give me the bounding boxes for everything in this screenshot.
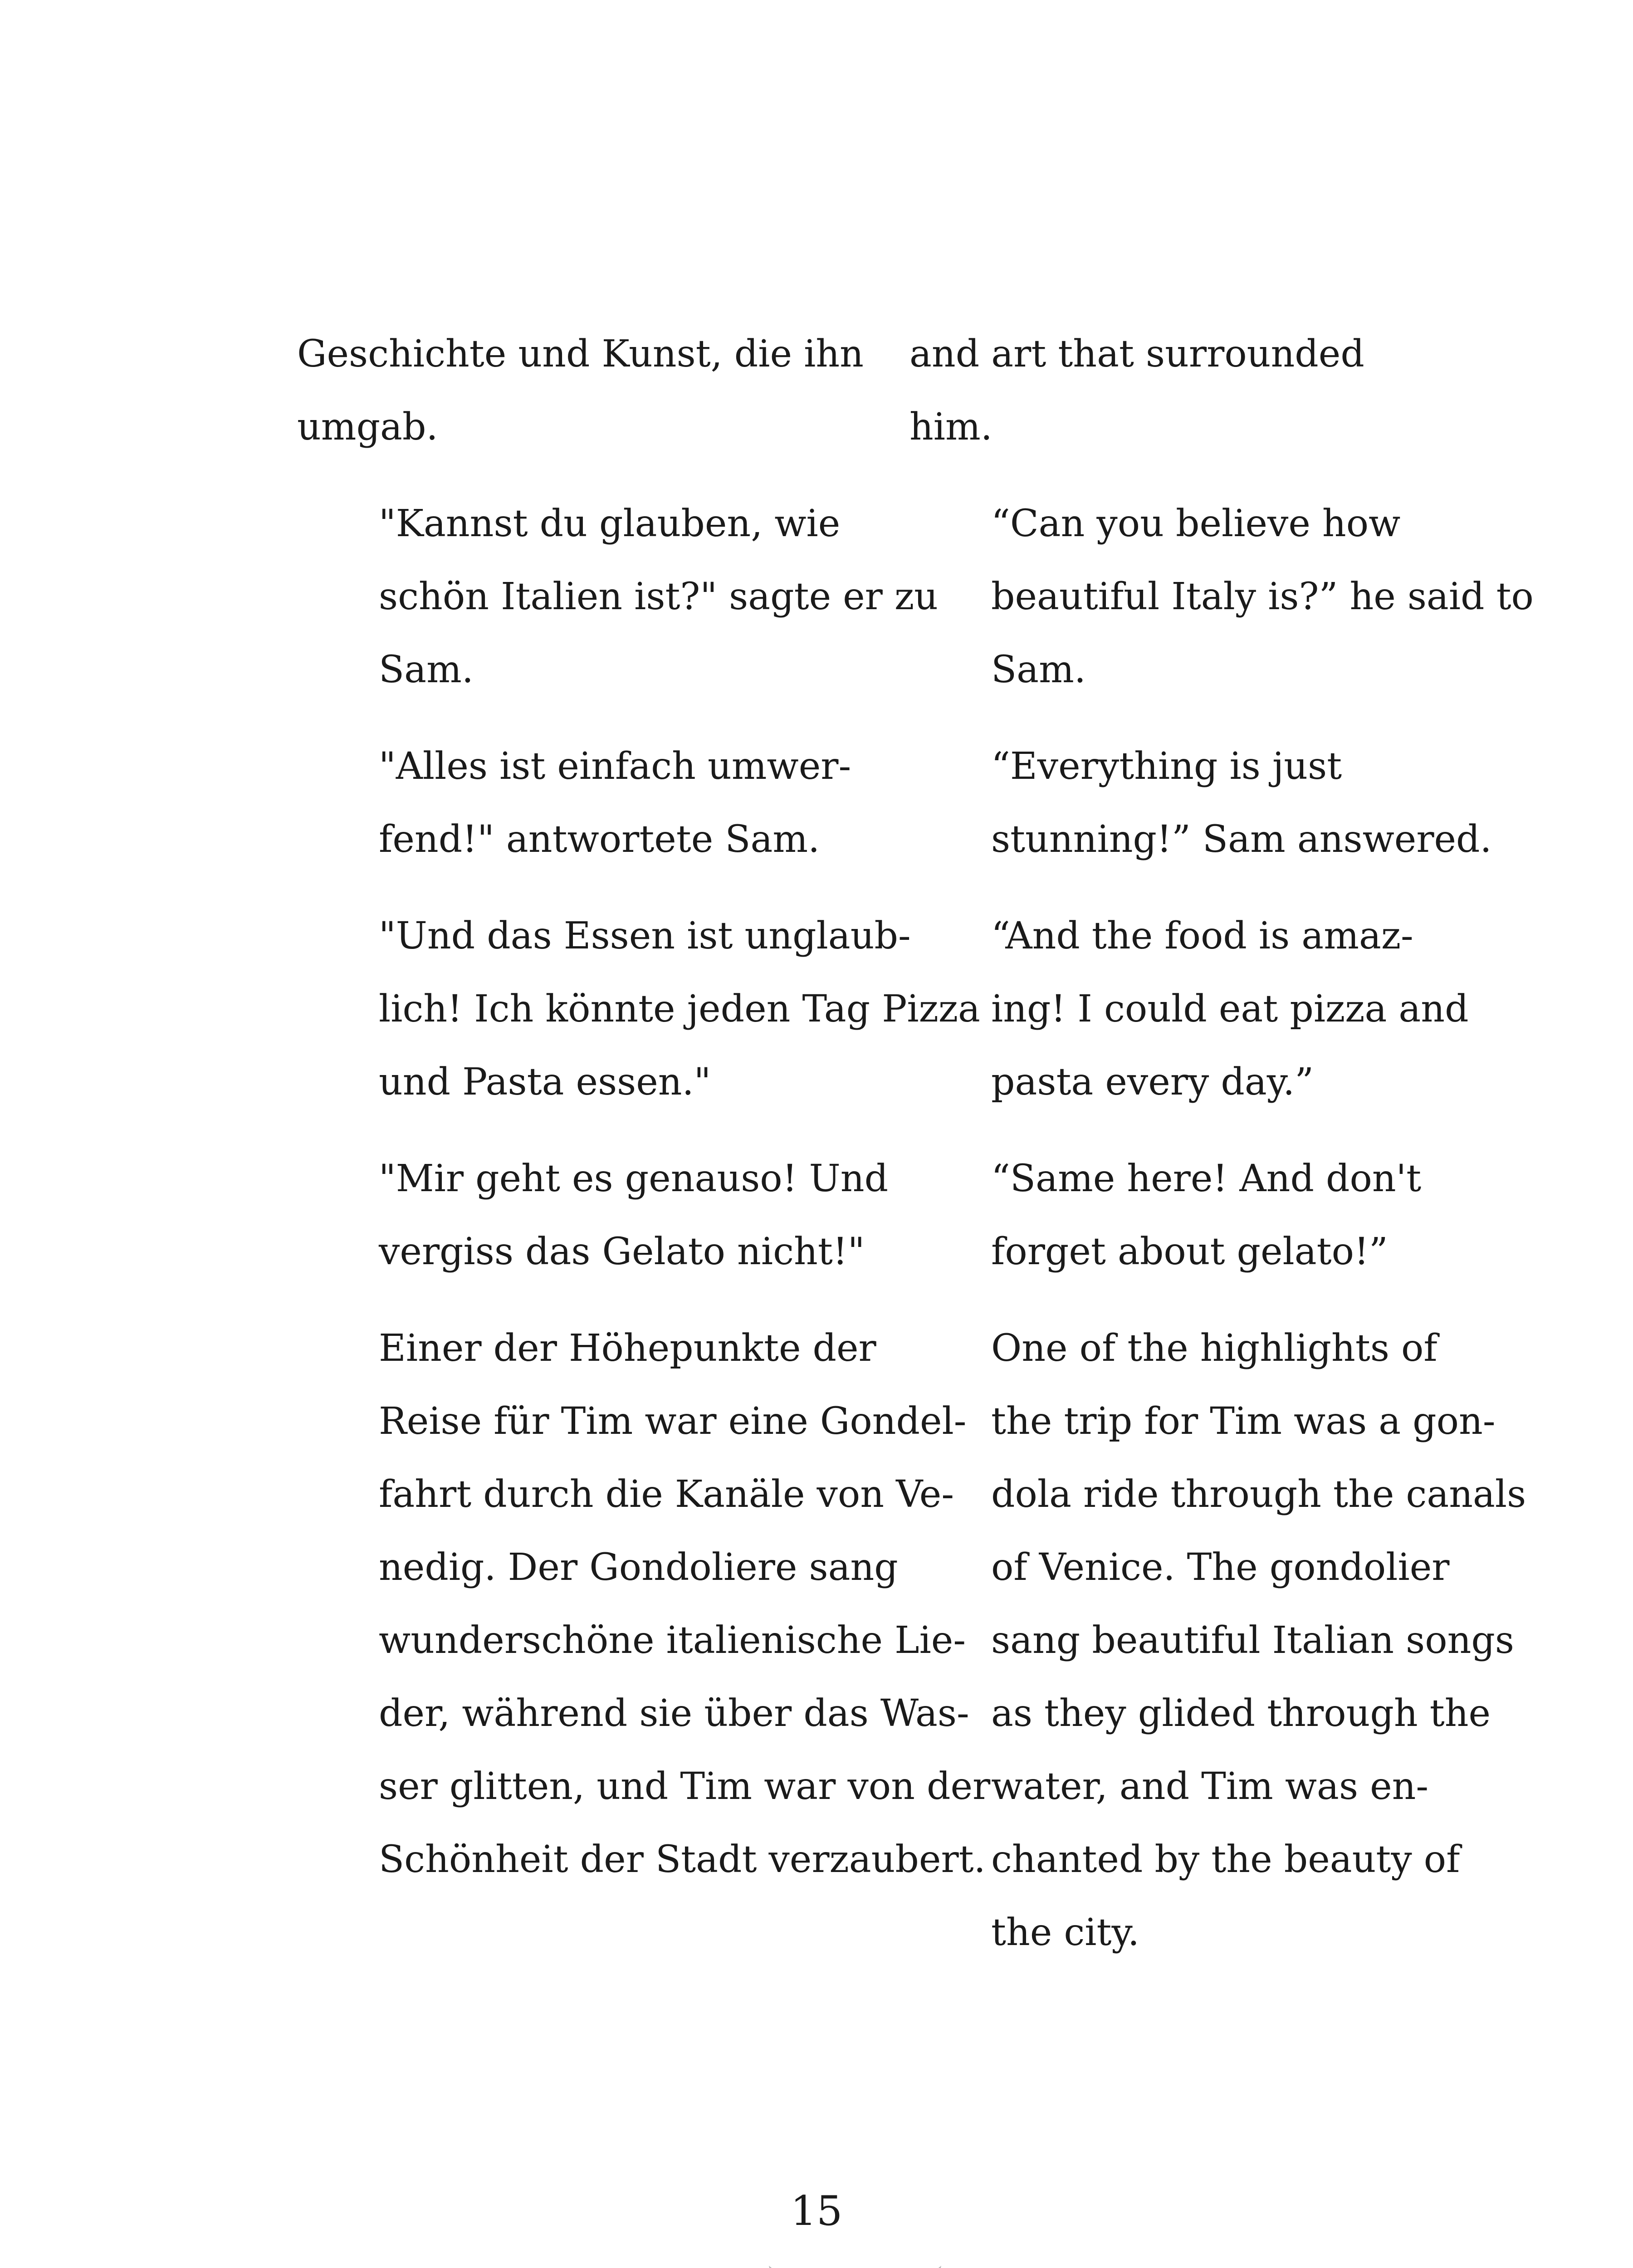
text-line: and art that surrounded <box>909 332 1364 376</box>
text-line: Einer der Höhepunkte der <box>379 1327 876 1370</box>
text-line: sang beautiful Italian songs <box>991 1619 1514 1662</box>
text-line: pasta every day.” <box>991 1061 1314 1104</box>
german-paragraph <box>297 487 938 706</box>
english-paragraph <box>909 899 1495 1119</box>
text-line: umgab. <box>297 406 438 449</box>
text-line: water, and Tim was en- <box>991 1765 1429 1808</box>
text-line: Reise für Tim war eine Gondel- <box>379 1400 967 1443</box>
german-paragraph <box>297 1142 889 1288</box>
text-line: of Venice. The gondolier <box>991 1546 1450 1589</box>
text-line: dola ride through the canals <box>991 1473 1526 1516</box>
text-line: the trip for Tim was a gon- <box>991 1400 1496 1443</box>
text-line: Geschichte und Kunst, die ihn <box>297 332 864 376</box>
text-line: as they glided through the <box>991 1692 1491 1735</box>
text-line: nedig. Der Gondoliere sang <box>379 1546 898 1589</box>
text-line: der, während sie über das Was- <box>379 1692 969 1735</box>
german-paragraph <box>297 1312 991 1896</box>
german-paragraph <box>297 899 980 1119</box>
text-line: "Alles ist einfach umwer- <box>379 745 851 788</box>
german-paragraph <box>297 730 882 876</box>
text-line: forget about gelato!” <box>991 1230 1388 1273</box>
english-paragraph <box>909 487 1534 706</box>
english-text-column <box>909 318 1534 1993</box>
english-paragraph <box>909 730 1495 876</box>
page-number: 15 <box>790 2187 843 2235</box>
text-line: ing! I could eat pizza and <box>991 987 1469 1031</box>
text-line: vergiss das Gelato nicht!" <box>379 1230 865 1273</box>
english-paragraph <box>909 318 1495 464</box>
text-line: One of the highlights of <box>991 1327 1437 1370</box>
text-line: “Everything is just <box>991 745 1342 788</box>
text-line: beautiful Italy is?” he said to <box>991 575 1534 618</box>
text-line: ser glitten, und Tim war von der <box>379 1765 991 1808</box>
text-line: “Same here! And don't <box>991 1157 1422 1200</box>
text-line: fend!" antwortete Sam. <box>379 818 820 861</box>
text-line: "Und das Essen ist unglaub- <box>379 914 911 958</box>
english-paragraph <box>909 1312 1526 1969</box>
text-line: lich! Ich könnte jeden Tag Pizza <box>379 987 980 1031</box>
text-line: Sam. <box>991 648 1086 691</box>
text-line: fahrt durch die Kanäle von Ve- <box>379 1473 954 1516</box>
text-line: und Pasta essen." <box>379 1061 711 1104</box>
text-line: schön Italien ist?" sagte er zu <box>379 575 938 618</box>
text-line: stunning!” Sam answered. <box>991 818 1492 861</box>
text-line: Schönheit der Stadt verzaubert. <box>379 1838 986 1881</box>
text-line: the city. <box>991 1911 1139 1954</box>
text-line: “Can you believe how <box>991 502 1401 545</box>
text-line: Sam. <box>379 648 474 691</box>
text-line: "Mir geht es genauso! Und <box>379 1157 889 1200</box>
german-paragraph <box>297 318 882 464</box>
bat-icon <box>769 2257 941 2268</box>
english-paragraph <box>909 1142 1495 1288</box>
text-line: him. <box>909 406 993 449</box>
text-line: wunderschöne italienische Lie- <box>379 1619 966 1662</box>
text-line: chanted by the beauty of <box>991 1838 1460 1881</box>
text-line: “And the food is amaz- <box>991 914 1413 958</box>
text-line: "Kannst du glauben, wie <box>379 502 841 545</box>
